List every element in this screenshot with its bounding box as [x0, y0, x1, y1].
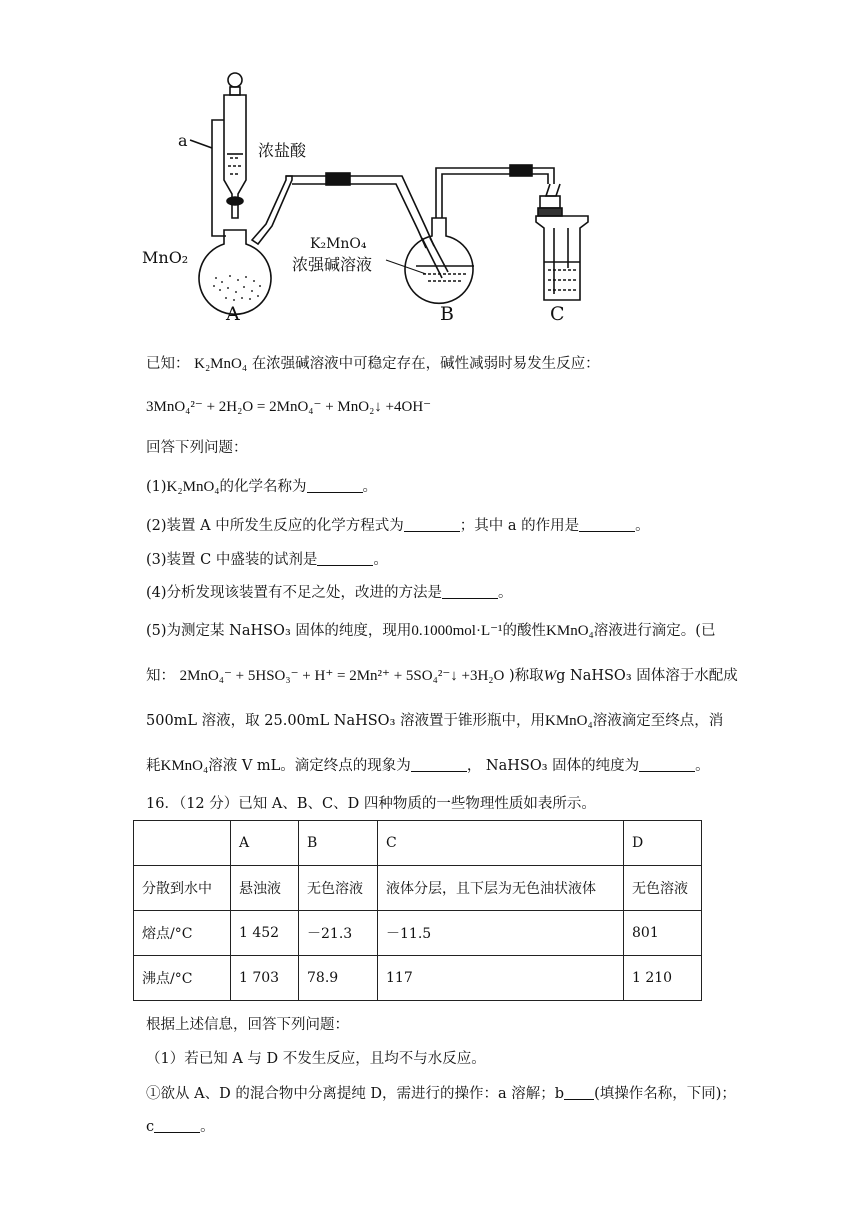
answer-blank: [404, 530, 460, 532]
label-mno2: MnO₂: [142, 248, 189, 267]
known-equation: 3MnO₄²⁻ + 2H₂O = 2MnO₄⁻ + MnO₂↓ +4OH⁻: [146, 399, 432, 415]
label-bottle-c: C: [550, 303, 565, 325]
after-line4: c 。: [146, 1119, 215, 1135]
question-5-line1: (5)为测定某 NaHSO₃ 固体的纯度，现用0.1000mol·L⁻¹的酸性KMnO₄溶液进行滴定。(已: [146, 623, 716, 639]
table-header-row: A B C D: [134, 821, 702, 866]
after-line3: ①欲从 A、D 的混合物中分离提纯 D，需进行的操作：a 溶解；b (填操作名称，下同)；: [146, 1086, 736, 1102]
apparatus-diagram: [140, 68, 590, 328]
after-line2: （1）若已知 A 与 D 不发生反应，且均不与水反应。: [146, 1051, 486, 1067]
answer-blank: [564, 1098, 594, 1100]
prompt-line: 回答下列问题：: [146, 440, 248, 456]
answer-blank: [317, 564, 373, 566]
answer-blank: [639, 770, 695, 772]
known-intro: 已知： K₂MnO₄ 在浓强碱溶液中可稳定存在，碱性减弱时易发生反应：: [146, 356, 600, 372]
question-16-title: 16．（12 分）已知 A、B、C、D 四种物质的一些物理性质如表所示。: [146, 796, 596, 812]
answer-blank: [307, 491, 363, 493]
question-5-line4: 耗KMnO₄溶液 V mL。滴定终点的现象为 ， NaHSO₃ 固体的纯度为 。: [146, 758, 710, 774]
label-base: 浓强碱溶液: [292, 255, 373, 274]
label-hcl: 浓盐酸: [258, 141, 307, 160]
properties-table: [133, 820, 702, 1001]
answer-blank: [579, 530, 635, 532]
after-line1: 根据上述信息，回答下列问题：: [146, 1017, 349, 1033]
question-5-line3: 500mL 溶液，取 25.00mL NaHSO₃ 溶液置于锥形瓶中，用KMnO₄溶液滴定至终点，消: [146, 713, 724, 729]
table-row: 熔点/°C 1 452 －21.3 －11.5 801: [134, 911, 702, 956]
question-4: (4)分析发现该装置有不足之处，改进的方法是 。: [146, 585, 513, 601]
label-flask-b: B: [440, 303, 454, 325]
table-row: 分散到水中 悬浊液 无色溶液 液体分层，且下层为无色油状液体 无色溶液: [134, 866, 702, 911]
label-k2mno4: K₂MnO₄: [310, 236, 367, 252]
label-flask-a: A: [226, 303, 240, 325]
answer-blank: [154, 1131, 200, 1133]
label-a: a: [178, 131, 188, 150]
formula-k2mno4: K₂MnO₄: [194, 356, 248, 372]
question-1: (1)K₂MnO₄的化学名称为 。: [146, 479, 378, 495]
answer-blank: [442, 597, 498, 599]
question-3: (3)装置 C 中盛装的试剂是 。: [146, 552, 388, 568]
table-row: 沸点/°C 1 703 78.9 117 1 210: [134, 956, 702, 1001]
question-5-line2: 知： 2MnO₄⁻ + 5HSO₃⁻ + H⁺ = 2Mn²⁺ + 5SO₄²⁻↓ +3H₂O )称取Wg NaHSO₃ 固体溶于水配成: [146, 668, 738, 684]
answer-blank: [411, 770, 467, 772]
question-2: (2)装置 A 中所发生反应的化学方程式为 ；其中 a 的作用是 。: [146, 518, 650, 534]
